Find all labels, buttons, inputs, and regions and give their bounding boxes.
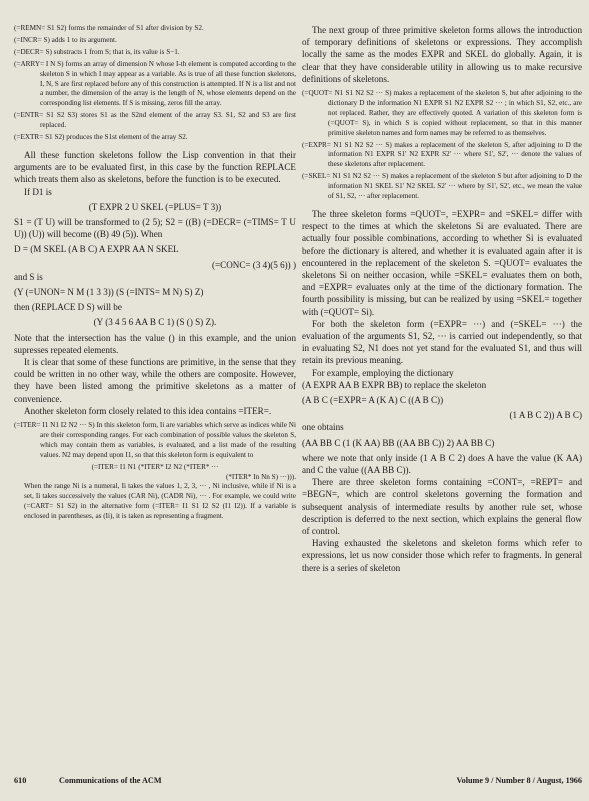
journal-name: Communications of the ACM [59,776,162,785]
incr-definition: (=INCR= S) adds 1 to its argument. [14,35,117,44]
quot-definition: (=QUOT= N1 S1 N2 S2 ··· S) makes a replacement of the skeleton S, but after adjoining to the dictionary D the information N1 EXPR S1 N2 EXPR S2 ··· ; in which S1, S2, etc., are not replaced. Rather, they are effectively quoted. A variation of this skeleton form is (=QUOT= S), in which S is copied without replacement, so that in this manner primitive skeleton names and form names may be referred to as themselves. [302,89,582,137]
equation-d-line1: D = (M SKEL (A B C) A EXPR AA N SKEL [14,244,179,255]
example-result: (AA BB C (1 (K AA) BB ((AA BB C)) 2) AA BB C) [302,437,495,448]
arry-definition: (=ARRY= I N S) forms an array of dimension N whose I-th element is computed according to the skeleton S in which I may appear as a variable. As is true of all these function skeletons, I, N, S are first replaced before any of this construction is attempted. If N is a list and not a number, the dimension of the array is the length of N, whose elements depend on the corresponding list elements. If S is missing, zeros fill the array. [14,59,296,108]
iter-definition: (=ITER= I1 N1 I2 N2 ··· S) In this skeleton form, Ii are variables which serve as indices while Ni are their corresponding ranges. For each combination of possible values the skeleton S, which may contain them as variables, is evaluated, and a list made of the resulting values. N2 may depend upon I1, so that this skeleton form is equivalent to [14,421,296,459]
decr-definition: (=DECR= S) substracts 1 from S; that is, its value is S−1. [14,47,180,56]
paragraph-intersection: Note that the intersection has the value () in this example, and the union supresses repeated elements. [14,332,296,355]
right-column [302,24,582,759]
paragraph-primitive: It is clear that some of these functions are primitive, in the sense that they could be written in no other way, while the others are composite. However, they have been listed among the primitive skeletons as a matter of convenience. [14,357,296,404]
paragraph-example: For example, employing the dictionary [312,367,454,378]
left-column [14,24,296,759]
paragraph-note: where we note that only inside (1 A B C 2) does A have the value (K AA) and C the value ((AA BB C)). [302,452,582,476]
iter-equation-line2: (*ITER* In Nn S) ···))). [225,472,296,481]
paragraph-iter-intro: Another skeleton form closely related to this idea contains =ITER=. [24,405,272,416]
paragraph-fragments: Having exhausted the skeletons and skeleton forms which refer to expressions, let us now consider those which refer to fragments. In general there is a series of skeleton [302,538,582,573]
skel-definition: (=SKEL= N1 S1 N2 S2 ··· S) makes a replacement of the skeleton S but after adjoining to D the information N1 SKEL S1' N2 SKEL S2' ··· where by S1', S2', etc., we mean the value of S1, S2, ··· after replacement. [302,172,582,201]
entr-definition: (=ENTR= S1 S2 S3) stores S1 as the S2nd element of the array S3. S1, S2 and S3 are first replaced. [14,111,296,130]
equation-d-line2: (=CONC= (3 4)(5 6)) ) [211,259,296,270]
page-footer [14,776,582,790]
paragraph-dictionary: (A EXPR AA B EXPR BB) to replace the skeleton [302,379,487,390]
issue-info: Volume 9 / Number 8 / August, 1966 [456,776,582,785]
paragraph-replace: then (REPLACE D S) will be [14,302,122,313]
equation-d1: (T EXPR 2 U SKEL (=PLUS= T 3)) [88,201,222,212]
expr-definition: (=EXPR= N1 S1 N2 S2 ··· S) makes a replacement of the skeleton S, after adjoining to D the information N1 EXPR S1' N2 EXPR S2' ··· where S1', S2', ··· denote the values of these skeletons after replacement. [302,140,582,169]
extr-definition: (=EXTR= S1 S2) produces the S1st element of the array S2. [14,133,188,142]
paragraph-and-s: and S is [14,271,43,282]
paragraph-if-d1: If D1 is [24,186,52,197]
remn-definition: (=REMN= S1 S2) forms the remainder of S1 after division by S2. [14,24,204,32]
iter-range-note: When the range Ni is a numeral, Ii takes the values 1, 2, 3, ··· , Ni inclusive, while if Ni is a set, Ii takes successively the values (CAR Ni), (CADR Ni), ··· . For example, we could write (=CART= S1 S2) in the alternative form (=ITER= I1 S1 I2 S2 (I1 I2)). If a variable is enclosed in parentheses, as (Ii), it is taken as representing a fragment. [24,482,296,521]
page-number: 610 [14,776,27,785]
example-equation-line2: (1 A B C 2)) A B C) [509,410,582,421]
equation-result: (Y (3 4 5 6 AA B C 1) (S () S) Z). [93,317,217,328]
paragraph-one-obtains: one obtains [302,422,344,433]
paragraph-lisp-convention: All these function skeletons follow the Lisp convention in that their arguments are to be evaluated first, in this case by the function REPLACE which treats them also as skeletons, before the function is to be executed. [14,149,296,185]
paragraph-independent-eval: For both the skeleton form (=EXPR= ···) and (=SKEL= ···) the evaluation of the arguments S1, S2, ··· is carried out independently, so that in evaluating S2, N1 does not yet stand for the evaluated S1, and thus will retain its previous meaning. [302,318,582,366]
paragraph-control-skeletons: There are three skeleton forms containing =CONT=, =REPT= and =BEGN=, which are control skeletons governing the formation and subsequent analysis of intermediate results by another rule set, whose description is deferred to the next section, which explains the general flow of control. [302,477,582,537]
iter-equation-line1: (=ITER= I1 N1 (*ITER* I2 N2 (*ITER* ··· [91,462,219,471]
example-equation-line1: (A B C (=EXPR= A (K A) C ((A B C)) [302,395,444,406]
paragraph-three-forms: The three skeleton forms =QUOT=, =EXPR= and =SKEL= differ with respect to the times at which the skeletons Si are evaluated. There are actually four possible combinations, according to whether Si is evaluated before the dictionary is altered, and whether it is evaluated again after it is encountered in the replacement of the skeleton S. =QUOT= evaluates the skeletons Si on neither occasion, while =SKEL= evaluates them on both, and =EXPR= evaluates only at the time of the dictionary formation. The fourth possibility is missing, but can be realized by using =SKEL= together with (=QUOT= Si). [302,208,582,317]
equation-s: (Y (=UNON= N M (1 3 3)) (S (=INTS= M N) S) Z) [14,287,204,297]
paragraph-temporary-definitions: The next group of three primitive skeleton forms allows the introduction of temporary definitions of skeletons or expressions. They accomplish locally the same as the modes EXPR and SKEL do globally. Again, it is clear that they have considerable utility in allowing us to make recursive definitions of skeletons. [302,25,582,84]
paragraph-transform: S1 = (T U) will be transformed to (2 5); S2 = ((B) (=DECR= (=TIMS= T U U)) (U)) will become ((B) 49 (5)). When [14,216,296,240]
